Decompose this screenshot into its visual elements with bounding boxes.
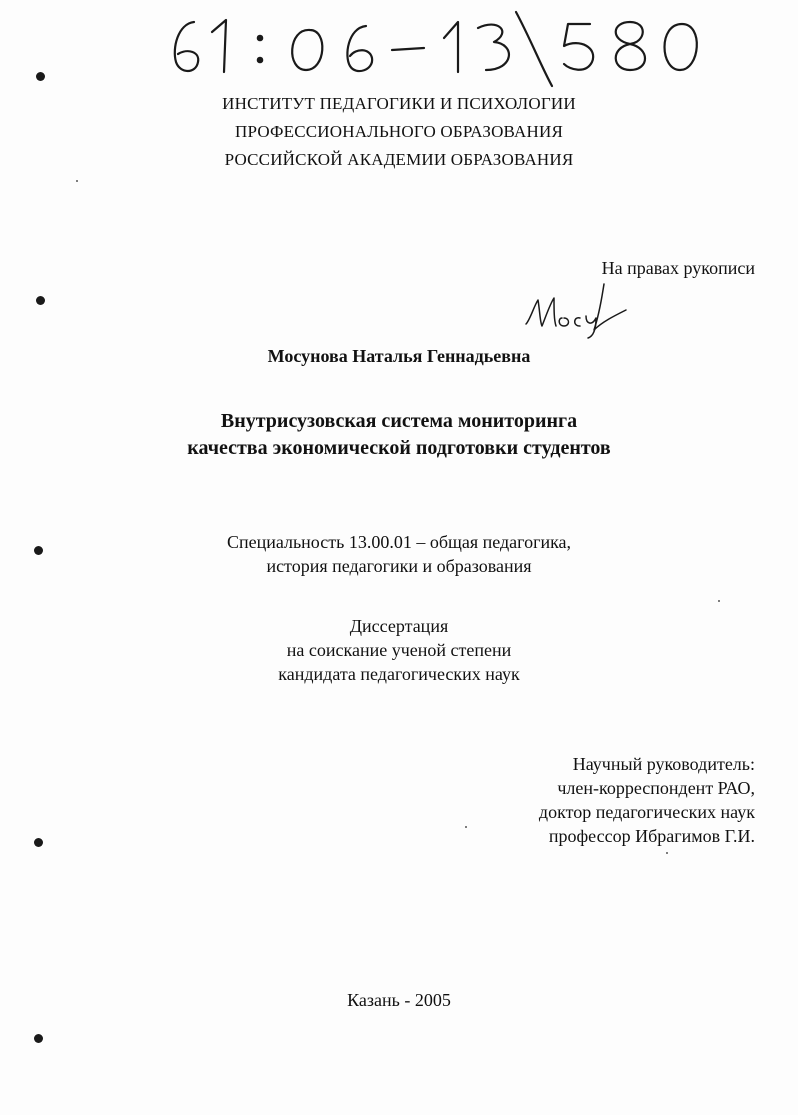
supervisor-line: Научный руководитель: [572, 754, 755, 774]
institute-line: ИНСТИТУТ ПЕДАГОГИКИ И ПСИХОЛОГИИ [222, 94, 576, 113]
author-name: Мосунова Наталья Геннадьевна [267, 346, 531, 366]
punch-hole-mark [34, 838, 43, 847]
degree-block [0, 614, 798, 686]
institute-header [0, 90, 798, 174]
punch-hole-mark [36, 72, 45, 81]
scan-speck [76, 180, 78, 182]
punch-hole-mark [36, 296, 45, 305]
institute-line: ПРОФЕССИОНАЛЬНОГО ОБРАЗОВАНИЯ [234, 122, 563, 141]
title-line: качества экономической подготовки студентов [187, 437, 611, 459]
handwritten-signature-icon [522, 282, 632, 342]
supervisor-block [539, 752, 755, 848]
title-line: Внутрисузовская система мониторинга [220, 410, 578, 432]
scan-speck [465, 826, 467, 828]
specialty-block [0, 530, 798, 578]
degree-line: кандидата педагогических наук [278, 664, 520, 684]
supervisor-line: член-корреспондент РАО, [557, 778, 755, 798]
institute-line: РОССИЙСКОЙ АКАДЕМИИ ОБРАЗОВАНИЯ [224, 150, 574, 169]
scan-speck [718, 600, 720, 602]
degree-line: Диссертация [349, 616, 449, 636]
degree-line: на соискание ученой степени [286, 640, 512, 660]
specialty-line: история педагогики и образования [266, 556, 532, 576]
dissertation-title [0, 408, 798, 462]
scan-speck [666, 852, 668, 854]
manuscript-note: На правах рукописи [601, 258, 755, 278]
supervisor-line: доктор педагогических наук [538, 802, 755, 822]
supervisor-line: профессор Ибрагимов Г.И. [548, 826, 755, 846]
punch-hole-mark [34, 1034, 43, 1043]
city-year: Казань - 2005 [347, 990, 451, 1010]
specialty-line: Специальность 13.00.01 – общая педагогика, [226, 532, 572, 552]
handwritten-archive-code-icon [160, 8, 720, 88]
